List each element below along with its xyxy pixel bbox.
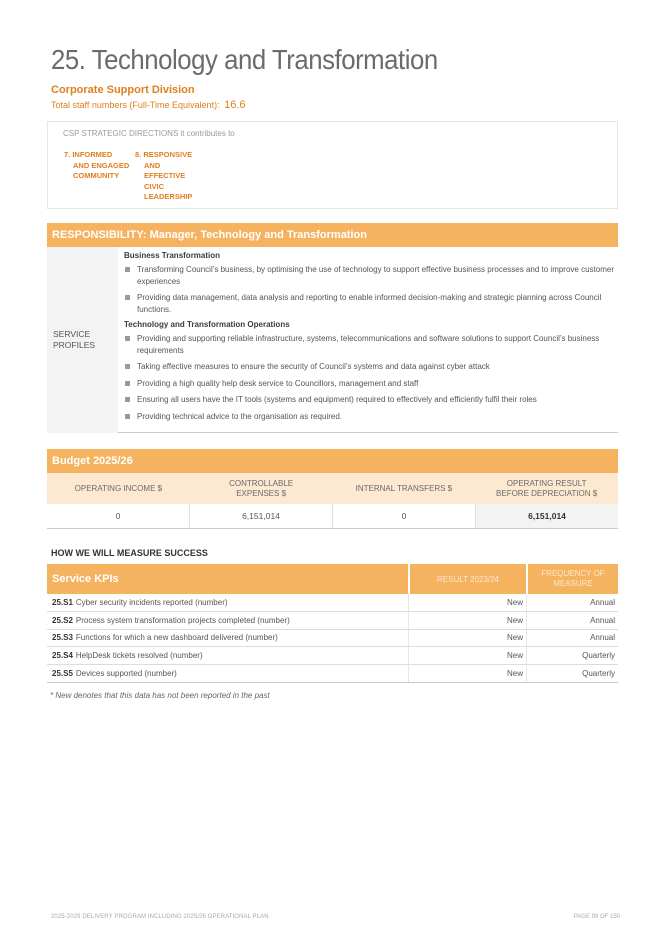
footer-document-title: 2025-2029 DELIVERY PROGRAM INCLUDING 2025/26 OPERATIONAL PLAN xyxy=(51,914,269,920)
csp-direction-line: AND ENGAGED xyxy=(73,160,130,170)
kpi-result: New xyxy=(408,665,526,682)
kpi-frequency: Annual xyxy=(526,594,618,611)
kpi-header-frequency: FREQUENCY OF MEASURE xyxy=(526,564,618,594)
list-item-text: Ensuring all users have the IT tools (systems and equipment) required to effectively and efficiently fulfil their roles xyxy=(137,395,537,404)
kpi-table-header xyxy=(47,564,618,594)
budget-column-header: OPERATING INCOME $ xyxy=(74,483,163,493)
service-profiles-label xyxy=(53,329,95,351)
footnote: * New denotes that this data has not been reported in the past xyxy=(50,691,270,700)
csp-label: CSP STRATEGIC DIRECTIONS it contributes to xyxy=(63,129,235,138)
budget-column-header: OPERATING RESULT BEFORE DEPRECIATION $ xyxy=(496,478,598,498)
list-item xyxy=(124,264,614,287)
budget-value-total: 6,151,014 xyxy=(476,504,618,528)
square-bullet-icon xyxy=(125,397,130,402)
kpi-description xyxy=(47,630,408,647)
list-item-text: Providing technical advice to the organisation as required. xyxy=(137,411,343,421)
budget-values-row xyxy=(47,504,618,529)
kpi-table xyxy=(47,564,618,683)
staff-value: 16.6 xyxy=(224,99,246,111)
table-row xyxy=(47,630,618,648)
kpi-frequency: Annual xyxy=(526,612,618,629)
square-bullet-icon xyxy=(125,414,130,419)
kpi-result: New xyxy=(408,630,526,647)
footer-page-number: PAGE 99 OF 150 xyxy=(573,914,620,920)
csp-direction-line: COMMUNITY xyxy=(73,171,120,180)
budget-value: 0 xyxy=(47,504,190,528)
staff-numbers xyxy=(51,99,246,111)
csp-direction-8 xyxy=(135,150,195,203)
budget-column-header: INTERNAL TRANSFERS $ xyxy=(355,483,453,493)
kpi-code: 25.S5 xyxy=(52,669,73,679)
square-bullet-icon xyxy=(125,295,130,300)
list-item xyxy=(124,292,614,315)
list-item-text: Transforming Council’s business, by optimising the use of technology to support effective business processes and to improve customer experiences xyxy=(137,265,614,286)
kpi-header-title: Service KPIs xyxy=(47,564,408,594)
list-item xyxy=(124,378,614,390)
kpi-text: Functions for which a new dashboard delivered (number) xyxy=(75,633,278,643)
kpi-frequency: Quarterly xyxy=(526,665,618,682)
kpi-code: 25.S4 xyxy=(52,651,73,661)
kpi-text: Cyber security incidents reported (number) xyxy=(75,597,228,607)
service-label-line: SERVICE xyxy=(53,329,91,339)
kpi-description xyxy=(47,647,408,664)
list-item-text: Taking effective measures to ensure the security of Council’s systems and data against cyber attack xyxy=(137,362,490,371)
kpi-frequency: Quarterly xyxy=(526,647,618,664)
csp-direction-line: CIVIC xyxy=(144,181,165,191)
kpi-text: HelpDesk tickets resolved (number) xyxy=(75,651,203,661)
kpi-description xyxy=(47,612,408,629)
list-item xyxy=(124,411,614,423)
list-item xyxy=(124,333,614,356)
division-name: Corporate Support Division xyxy=(51,84,195,96)
kpi-text: Process system transformation projects completed (number) xyxy=(75,615,290,625)
list-item-text: Providing a high quality help desk service to Councillors, management and staff xyxy=(137,378,419,388)
csp-direction-line: LEADERSHIP xyxy=(144,192,193,201)
budget-value: 0 xyxy=(333,504,476,528)
page-title: 25. Technology and Transformation xyxy=(51,44,438,75)
table-row xyxy=(47,647,618,665)
budget-column-headers xyxy=(47,473,618,504)
square-bullet-icon xyxy=(125,364,130,369)
kpi-result: New xyxy=(408,647,526,664)
square-bullet-icon xyxy=(125,336,130,341)
kpi-result: New xyxy=(408,612,526,629)
measure-success-title: HOW WE WILL MEASURE SUCCESS xyxy=(51,548,208,558)
kpi-code: 25.S2 xyxy=(52,615,73,625)
service-profiles-content xyxy=(124,251,614,427)
section-heading: Technology and Transformation Operations xyxy=(124,320,290,329)
csp-direction-7 xyxy=(64,150,134,182)
kpi-frequency: Annual xyxy=(526,630,618,647)
list-item xyxy=(124,361,614,373)
responsibility-header: RESPONSIBILITY: Manager, Technology and Transformation xyxy=(47,223,618,247)
kpi-code: 25.S1 xyxy=(52,597,73,607)
list-item-text: Providing data management, data analysis and reporting to enable informed decision-making and strategic planning across Council functions. xyxy=(137,293,602,314)
service-label-line: PROFILES xyxy=(53,340,96,350)
table-row xyxy=(47,594,618,612)
budget-column-header: CONTROLLABLE EXPENSES $ xyxy=(229,478,294,498)
csp-directions-box xyxy=(47,121,618,209)
list-item-text: Providing and supporting reliable infrastructure, systems, telecommunications and software solutions to support Council’s business requirements xyxy=(137,334,600,355)
square-bullet-icon xyxy=(125,267,130,272)
section-heading: Business Transformation xyxy=(124,251,221,260)
csp-direction-line: 7. INFORMED xyxy=(64,150,113,159)
list-item xyxy=(124,394,614,406)
kpi-header-result: RESULT 2023/24 xyxy=(408,564,526,594)
square-bullet-icon xyxy=(125,381,130,386)
csp-direction-line: 8. RESPONSIVE xyxy=(135,150,193,159)
kpi-text: Devices supported (number) xyxy=(75,669,177,679)
service-profiles-label-column xyxy=(47,247,118,433)
budget-header: Budget 2025/26 xyxy=(47,449,618,473)
csp-direction-line: EFFECTIVE xyxy=(144,171,186,180)
service-profiles-section xyxy=(47,247,618,433)
staff-label: Total staff numbers (Full-Time Equivalent): xyxy=(51,100,220,110)
table-row xyxy=(47,665,618,683)
budget-value: 6,151,014 xyxy=(190,504,333,528)
kpi-code: 25.S3 xyxy=(52,633,73,643)
kpi-result: New xyxy=(408,594,526,611)
kpi-description xyxy=(47,594,408,611)
table-row xyxy=(47,612,618,630)
csp-direction-line: AND xyxy=(144,160,161,170)
kpi-description xyxy=(47,665,408,682)
